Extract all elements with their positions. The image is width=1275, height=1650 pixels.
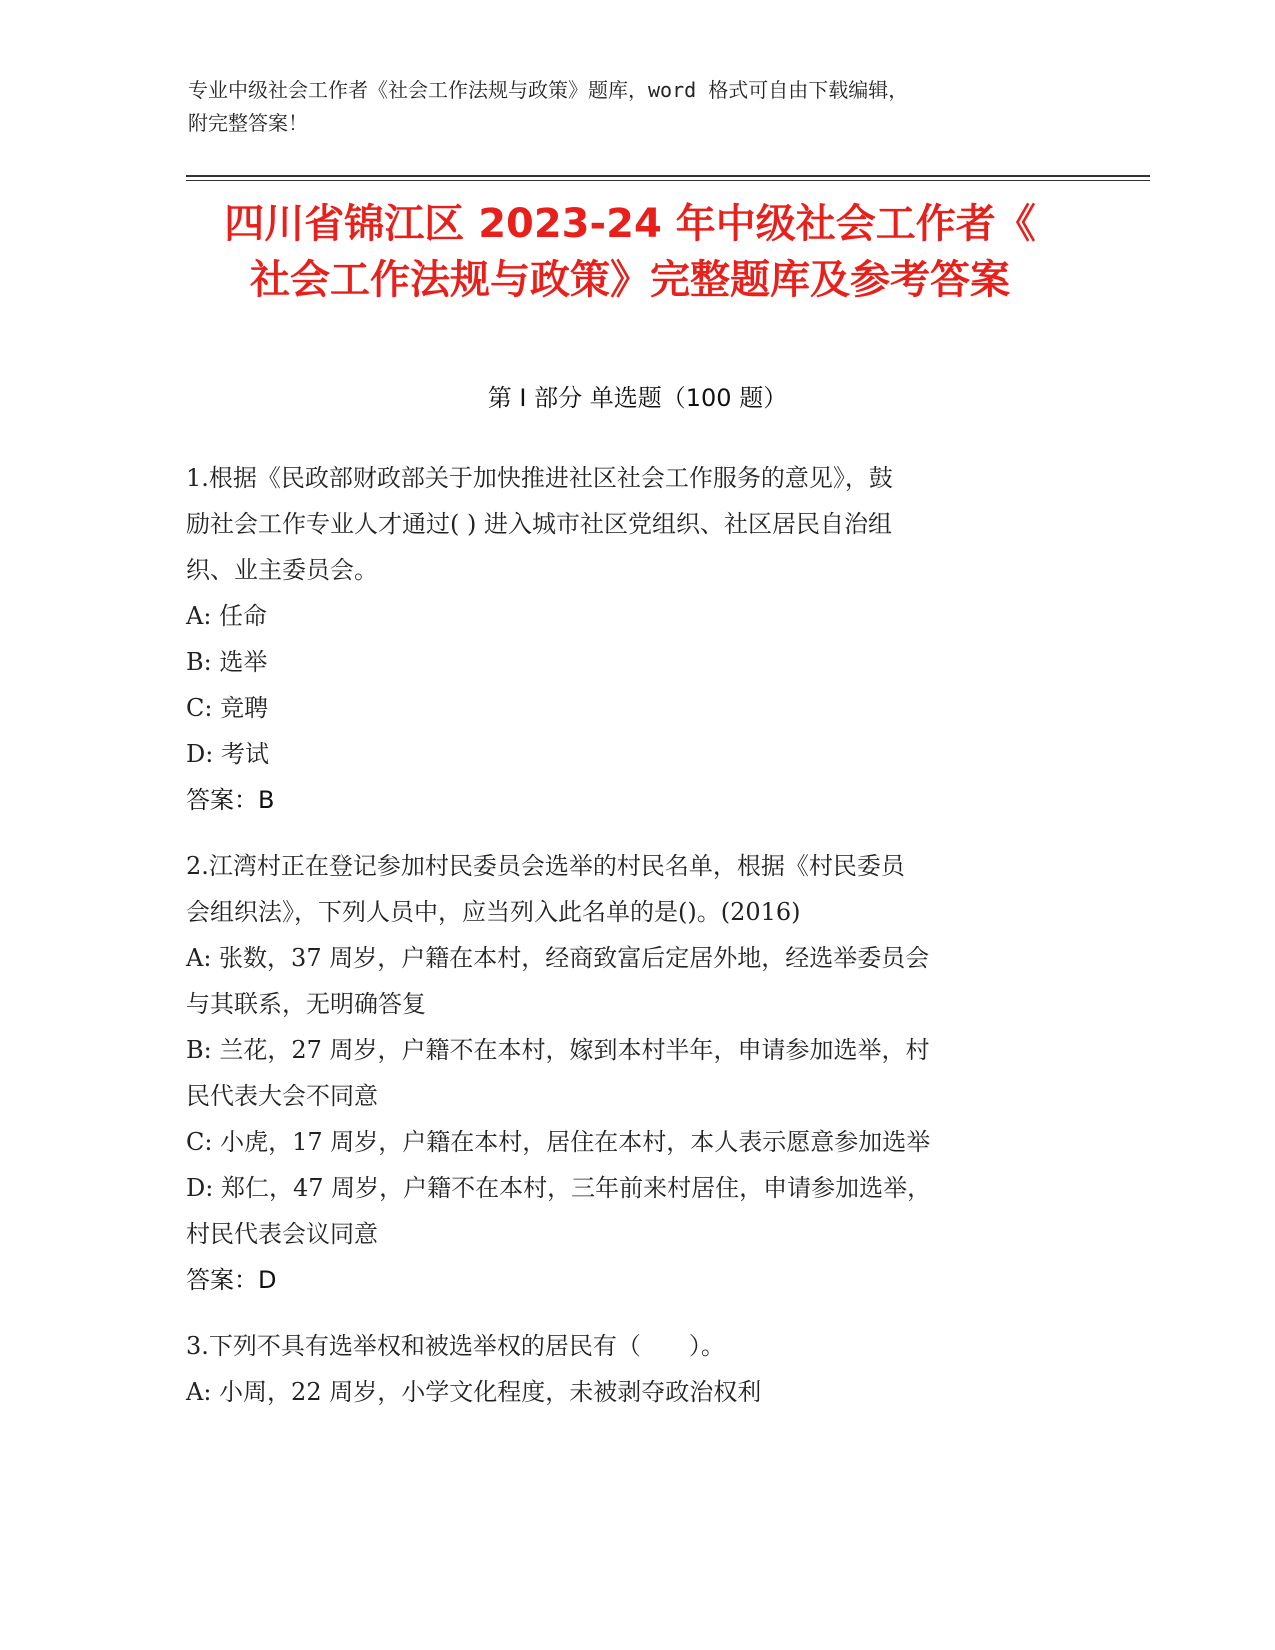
question-text-line: 1.根据《民政部财政部关于加快推进社区社会工作服务的意见》，鼓 — [186, 464, 893, 492]
option-d: D: 考试 — [186, 740, 269, 768]
option-d-continued: 村民代表会议同意 — [186, 1220, 378, 1248]
option-a: A: 任命 — [186, 602, 268, 630]
option-a: A: 小周，22 周岁，小学文化程度，未被剥夺政治权利 — [186, 1378, 762, 1406]
question-2 — [186, 843, 1086, 1303]
question-text-line: 会组织法》，下列人员中，应当列入此名单的是()。(2016) — [186, 898, 801, 926]
question-text-line: 励社会工作专业人才通过( ) 进入城市社区党组织、社区居民自治组 — [186, 510, 892, 538]
header-note — [188, 74, 1068, 140]
option-c: C: 小虎，17 周岁，户籍在本村，居住在本村，本人表示愿意参加选举 — [186, 1128, 931, 1156]
option-a: A: 张数，37 周岁，户籍在本村，经商致富后定居外地，经选举委员会 — [186, 944, 930, 972]
question-text-line: 2.江湾村正在登记参加村民委员会选举的村民名单，根据《村民委员 — [186, 852, 905, 880]
option-c: C: 竞聘 — [186, 694, 269, 722]
document-title-line-2: 社会工作法规与政策》完整题库及参考答案 — [250, 257, 1010, 303]
option-b: B: 兰花，27 周岁，户籍不在本村，嫁到本村半年，申请参加选举，村 — [186, 1036, 930, 1064]
question-1 — [186, 455, 1086, 823]
document-title-line-1: 四川省锦江区 2023-24 年中级社会工作者《 — [224, 201, 1036, 247]
header-divider-thick — [186, 175, 1150, 177]
question-text-line: 织、业主委员会。 — [186, 556, 378, 584]
option-b: B: 选举 — [186, 648, 268, 676]
header-divider-thin — [186, 180, 1150, 181]
question-text-line: 3.下列不具有选举权和被选举权的居民有（ ）。 — [186, 1332, 725, 1360]
answer-line: 答案：D — [186, 1266, 277, 1294]
option-a-continued: 与其联系，无明确答复 — [186, 990, 426, 1018]
option-b-continued: 民代表大会不同意 — [186, 1082, 378, 1110]
option-d: D: 郑仁，47 周岁，户籍不在本村，三年前来村居住，申请参加选举， — [186, 1174, 932, 1202]
document-title — [180, 196, 1080, 308]
header-note-line-1: 专业中级社会工作者《社会工作法规与政策》题库，word 格式可自由下载编辑， — [188, 78, 909, 102]
header-note-line-2: 附完整答案！ — [188, 111, 308, 135]
question-3 — [186, 1323, 1086, 1415]
answer-line: 答案：B — [186, 786, 275, 814]
section-heading: 第 I 部分 单选题（100 题） — [487, 384, 788, 412]
